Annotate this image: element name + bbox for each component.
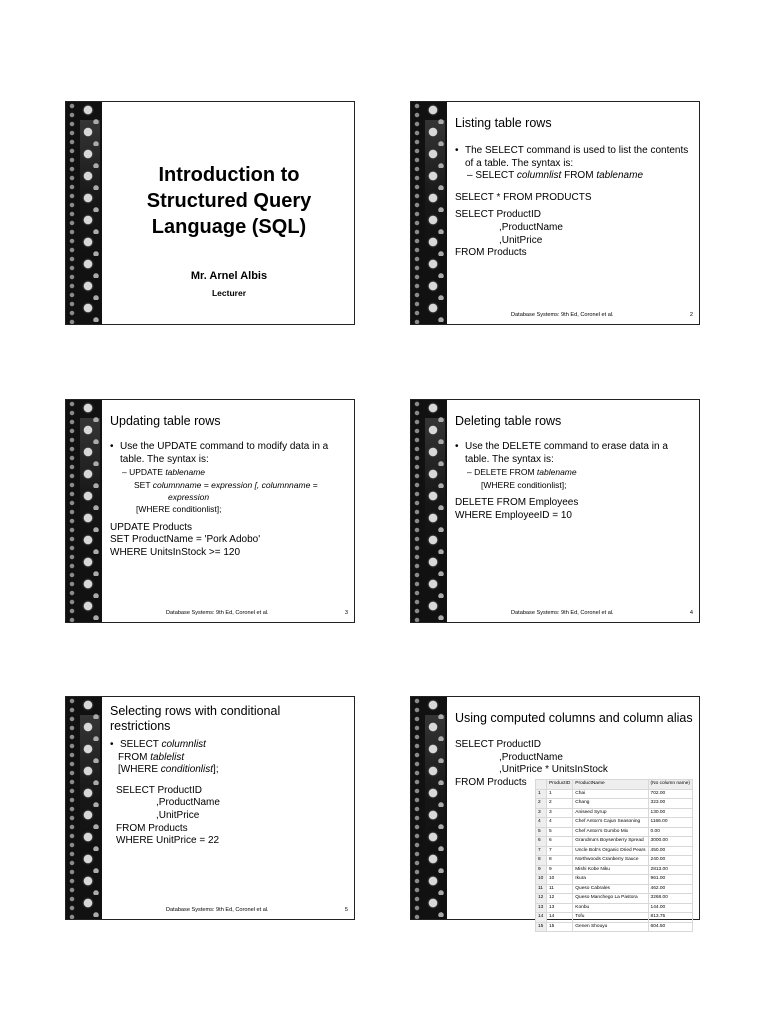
table-cell: 450.00: [648, 846, 692, 856]
update-syntax: – UPDATE tablename SET columnname = expression [, columnname = expression [WHERE conditionlist];: [110, 466, 328, 516]
table-cell: 5: [536, 827, 547, 837]
table-cell: Mishi Kobe Niku: [573, 865, 648, 875]
example-query-2: SELECT ProductID ,ProductName ,UnitPrice FROM Products: [455, 209, 563, 259]
filmstrip-decoration: [66, 102, 102, 324]
table-row: [536, 827, 693, 837]
table-cell: 144.00: [648, 903, 692, 913]
table-row: [536, 875, 693, 885]
table-cell: 323.00: [648, 799, 692, 809]
bullet-item: • The SELECT command is used to list the contents of a table. The syntax is:: [455, 145, 688, 170]
table-cell: 961.00: [648, 875, 692, 885]
table-cell: Konbu: [573, 903, 648, 913]
table-cell: 15: [546, 922, 572, 932]
table-cell: 1: [536, 789, 547, 799]
table-row: [536, 799, 693, 809]
table-cell: Queso Manchego La Pastora: [573, 894, 648, 904]
bullet-item: • SELECT columnlist: [110, 739, 220, 752]
table-row: [536, 846, 693, 856]
table-cell: Chai: [573, 789, 648, 799]
table-cell: 2: [546, 799, 572, 809]
example-query: SELECT ProductID ,ProductName ,UnitPrice FROM Products WHERE UnitPrice = 22: [116, 784, 220, 847]
table-cell: Ikura: [573, 875, 648, 885]
filmstrip-decoration: [411, 102, 447, 324]
delete-syntax: – DELETE FROM tablename [WHERE conditionlist];: [455, 466, 668, 491]
table-cell: 13: [536, 903, 547, 913]
table-cell: Genen Shouyu: [573, 922, 648, 932]
table-cell: 9: [536, 865, 547, 875]
table-cell: 2: [536, 799, 547, 809]
table-cell: Grandma's Boysenberry Spread: [573, 837, 648, 847]
filmstrip-decoration: [66, 697, 102, 919]
table-row: [536, 865, 693, 875]
table-cell: 10: [546, 875, 572, 885]
slide-1-title: Introduction to Structured Query Language (SQL): [146, 164, 312, 238]
table-cell: 6: [546, 837, 572, 847]
table-cell: Northwoods Cranberry Sauce: [573, 856, 648, 866]
table-cell: 14: [546, 913, 572, 923]
table-cell: 0.00: [648, 827, 692, 837]
table-cell: Chef Anton's Gumbo Mix: [573, 827, 648, 837]
table-row: [536, 913, 693, 923]
slide-6: [410, 696, 700, 929]
table-cell: 10: [536, 875, 547, 885]
slide-1: [65, 101, 355, 325]
table-row: [536, 818, 693, 828]
slide-4-title: Deleting table rows: [455, 414, 562, 428]
table-cell: Uncle Bob's Organic Dried Pears: [573, 846, 648, 856]
table-row: [536, 856, 693, 866]
table-cell: 8: [546, 856, 572, 866]
table-cell: 6: [536, 837, 547, 847]
filmstrip-decoration: [411, 400, 447, 622]
table-header: [536, 780, 547, 790]
table-cell: 462.00: [648, 884, 692, 894]
table-cell: 3000.00: [648, 837, 692, 847]
table-cell: 813.75: [648, 913, 692, 923]
table-row: [536, 894, 693, 904]
bullet-item: • Use the DELETE command to erase data in a table. The syntax is:: [455, 441, 668, 466]
table-cell: 11: [536, 884, 547, 894]
filmstrip-decoration: [66, 400, 102, 622]
table-cell: 12: [546, 894, 572, 904]
slide-6-content: SELECT ProductID ,ProductName ,UnitPrice * UnitsInStock FROM Products: [455, 739, 608, 788]
table-cell: 11: [546, 884, 572, 894]
filmstrip-decoration: [411, 697, 447, 919]
slide-5-title: Selecting rows with conditional restrictions: [110, 704, 281, 733]
table-cell: 5: [546, 827, 572, 837]
table-cell: 2813.00: [648, 865, 692, 875]
table-header: ProductID: [546, 780, 572, 790]
table-cell: 7: [546, 846, 572, 856]
table-row: [536, 903, 693, 913]
table-cell: 9: [546, 865, 572, 875]
table-cell: 4: [546, 818, 572, 828]
table-cell: Chang: [573, 799, 648, 809]
table-header-row: [536, 780, 693, 790]
table-cell: Tofu: [573, 913, 648, 923]
table-cell: Chef Anton's Cajun Seasoning: [573, 818, 648, 828]
table-header: ProductName: [573, 780, 648, 790]
slide-4: Deleting table rows • Use the DELETE command to erase data in a table. The syntax is: – DELETE FROM tablename [WHERE conditionlist]; DELETE FROM Employees WHERE EmployeeID = 10 Database Systems: 9th Ed, Coronel et al. 4: [410, 399, 700, 623]
table-cell: 7: [536, 846, 547, 856]
table-cell: 8: [536, 856, 547, 866]
bullet-item: • Use the UPDATE command to modify data in a table. The syntax is:: [110, 441, 328, 466]
table-cell: 1: [546, 789, 572, 799]
slide-5: Selecting rows with conditional restrictions • SELECT columnlist FROM tablelist [WHERE conditionlist]; SELECT ProductID ,ProductName ,UnitPrice FROM Products WHERE UnitPrice = 22 Database Systems: 9th Ed, Coronel et al. 5: [65, 696, 355, 920]
table-cell: 240.00: [648, 856, 692, 866]
table-cell: 13: [546, 903, 572, 913]
syntax-line: – SELECT columnlist FROM tablename: [455, 170, 688, 183]
table-row: [536, 922, 693, 932]
slide-3-content: [110, 441, 328, 560]
table-row: [536, 789, 693, 799]
slide-3-title: Updating table rows: [110, 414, 221, 428]
author-name: Mr. Arnel Albis: [190, 270, 268, 282]
slide-4-content: [455, 441, 668, 522]
example-query: DELETE FROM Employees WHERE EmployeeID = 10: [455, 497, 579, 521]
table-row: [536, 884, 693, 894]
table-row: [536, 837, 693, 847]
table-cell: 3: [536, 808, 547, 818]
example-query-1: SELECT * FROM PRODUCTS: [455, 191, 592, 203]
author-role: Lecturer: [211, 288, 246, 298]
slide-2: Listing table rows • The SELECT command is used to list the contents of a table. The syntax is: – SELECT columnlist FROM tablename SELECT * FROM PRODUCTS SELECT ProductID ,ProductName ,UnitPrice FROM Products Database Systems: 9th Ed, Coronel et al. 2: [410, 101, 700, 325]
slide-6-title: Using computed columns and column alias: [455, 711, 693, 725]
example-query: UPDATE Products SET ProductName = 'Pork Adobo' WHERE UnitsInStock >= 120: [110, 521, 261, 558]
table-cell: 1166.00: [648, 818, 692, 828]
table-cell: 3: [546, 808, 572, 818]
slide-3: Updating table rows • Use the UPDATE command to modify data in a table. The syntax is: – UPDATE tablename SET columnname = expression [, columnname = expression [WHERE conditionlist]; UPDATE Products SET ProductName = 'Pork Adobo' WHERE UnitsInStock >= 120 Database Systems: 9th Ed, Coronel et al. 3: [65, 399, 355, 623]
table-row: [536, 808, 693, 818]
table-cell: 604.50: [648, 922, 692, 932]
table-cell: 130.00: [648, 808, 692, 818]
results-table: [535, 779, 693, 932]
table-header: (No column name): [648, 780, 692, 790]
table-cell: 3268.00: [648, 894, 692, 904]
table-cell: 15: [536, 922, 547, 932]
table-cell: 12: [536, 894, 547, 904]
slide-2-content: [455, 145, 688, 260]
table-cell: Queso Cabrales: [573, 884, 648, 894]
table-cell: 4: [536, 818, 547, 828]
slide-5-content: • SELECT columnlist FROM tablelist [WHERE conditionlist]; SELECT ProductID ,ProductName ,UnitPrice FROM Products WHERE UnitPrice = 22: [110, 739, 220, 848]
table-cell: Aniseed Syrup: [573, 808, 648, 818]
table-cell: 14: [536, 913, 547, 923]
slide-2-title: Listing table rows: [455, 116, 552, 130]
table-cell: 702.00: [648, 789, 692, 799]
